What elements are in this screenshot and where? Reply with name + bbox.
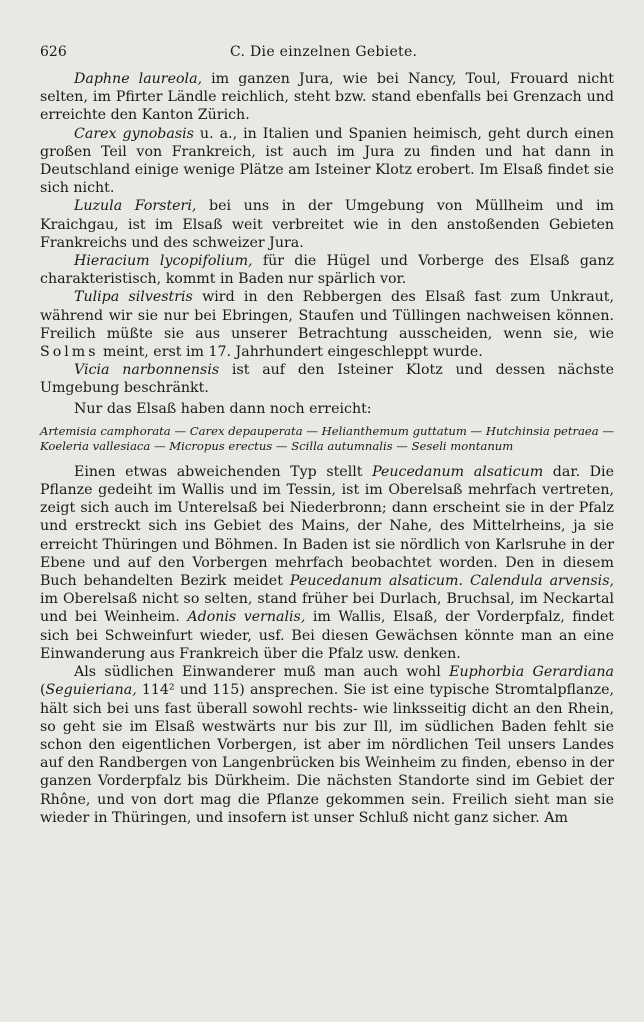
text-run: 114² und 115) ansprechen. Sie ist eine typische Stromtalpflanze, hält sich bei uns fast überall sowohl rechts- wie linksseitig dicht an den Rhein, so geht sie im Elsaß westwärts nur bis zur Ill, im südlichen Baden fehlt sie schon den eigentlichen Vorbergen, ist aber im nördlichen Teil unsers Landes auf den Randbergen von Langenbrücken bis Weinheim zu finden, ebenso in der ganzen Vorderpfalz bis Dürkheim. Die nächsten Standorte sind im Gebiet der Rhône, und von dort mag die Pflanze gekommen sein. Freilich sieht man sie wieder in Thüringen, und insofern ist unser Schluß nicht ganz sicher. Am [40, 682, 614, 826]
text-run: ist auf den Isteiner Klotz und dessen nächste Umgebung beschränkt. [40, 362, 614, 397]
text-run: Solms [40, 344, 99, 361]
species-separator: — [302, 423, 322, 438]
italic-term: Luzula Forsteri, [74, 198, 197, 215]
text-run: meint, erst im 17. Jahrhundert eingeschleppt wurde. [98, 344, 483, 361]
species-separator: — [466, 423, 486, 438]
species-name: Koeleria vallesiaca [40, 439, 151, 454]
species-separator: — [598, 423, 615, 438]
paragraph-p2 [40, 125, 614, 198]
paragraph-p5 [40, 288, 614, 361]
species-name: Artemisia camphorata [40, 423, 171, 438]
running-header [40, 44, 614, 60]
text-run: im Oberelsaß nicht so selten, stand früher bei Durlach, Bruchsal, im Neckartal und bei Weinheim. [40, 591, 614, 626]
species-name: Carex depauperata [189, 423, 303, 438]
paragraphs-after-list [40, 463, 614, 827]
italic-term: Adonis vernalis, [187, 609, 306, 626]
italic-term: Daphne laureola, [74, 71, 203, 87]
text-run: Einen etwas abweichenden Typ stellt [74, 463, 373, 480]
italic-term: Peucedanum alsaticum [372, 463, 544, 480]
italic-term: Hieracium lycopifolium, [74, 253, 253, 270]
species-name: Helianthemum guttatum [321, 423, 467, 438]
text-run: ( [40, 682, 46, 699]
italic-term: Tulipa silvestris [74, 289, 193, 306]
paragraph-p8 [40, 463, 614, 663]
text-run: u. a., in Italien und Spanien heimisch, geht durch einen großen Teil von Frankreich, ist auch im Jura zu finden und hat dann in Deutschland einige wenige Plätze am Isteiner Klotz erobert. Im Elsaß findet sie sich nicht. [40, 125, 614, 197]
text-run: im Wallis, Elsaß, der Vorderpfalz, findet sich bei Schweinfurt wieder, usf. Bei diesen Gewächsen könnte man an eine Einwanderung aus Frankreich über die Pfalz usw. denken. [40, 609, 614, 662]
text-run: Nur das Elsaß haben dann noch erreicht: [74, 400, 372, 417]
text-run: Als südlichen Einwanderer muß man auch wohl [74, 664, 450, 681]
main-text [40, 70, 614, 827]
paragraph-p3 [40, 197, 614, 252]
species-list [40, 424, 614, 455]
species-separator: — [272, 439, 292, 454]
paragraph-p9 [40, 663, 614, 827]
text-run: bei uns in der Umgebung von Müllheim und im Kraichgau, ist im Elsaß weit verbreitet wie in den anstoßenden Gebieten Frankreichs und des schweizer Jura. [40, 198, 614, 251]
paragraphs-before-list [40, 70, 614, 418]
text-run: dar. Die Pflanze gedeiht im Wallis und im Tessin, ist im Oberelsaß mehrfach vertreten, zeigt sich auch im Unterelsaß bei Niederbronn; dann erscheint sie in der Pfalz und erstreckt sich ins Gebiet des Mains, der Nahe, des Mittelrheins, ja sie erreicht Thüringen und Böhmen. In Baden ist sie nördlich von Karlsruhe in der Ebene und auf den Vorbergen mehrfach beobachtet worden. Den in diesem Buch behandelten Bezirk meidet [40, 463, 614, 590]
species-name: Scilla autumnalis [291, 439, 393, 454]
text-run [463, 573, 470, 589]
species-separator: — [392, 439, 412, 454]
italic-term: Vicia narbonnensis [74, 362, 220, 379]
paragraph-p1 [40, 70, 614, 125]
species-separator: — [150, 439, 170, 454]
species-name: Hutchinsia petraea [485, 423, 599, 438]
text-run: für die Hügel und Vorberge des Elsaß ganz charakteristisch, kommt in Baden nur spärlich vor. [40, 253, 614, 288]
text-run: wird in den Rebbergen des Elsaß fast zum Unkraut, während wir sie nur bei Ebringen, Staufen und Tüllingen nachweisen können. Freilich müßte sie aus unserer Betrachtung ausscheiden, wenn sie, wie [40, 289, 615, 342]
species-separator: — [170, 423, 190, 438]
paragraph-p6 [40, 361, 614, 397]
species-name: Micropus erectus [169, 439, 273, 454]
italic-term: Carex gynobasis [74, 125, 194, 142]
italic-term: Peucedanum alsaticum. [289, 573, 463, 590]
text-run: im ganzen Jura, wie bei Nancy, Toul, Frouard nicht selten, im Pfirter Ländle reichlich, steht bzw. stand ebenfalls bei Grenzach und erreichte den Kanton Zürich. [40, 71, 614, 124]
italic-term: Seguieriana, [45, 682, 137, 699]
species-name: Seseli montanum [411, 439, 514, 454]
italic-term: Euphorbia Gerardiana [449, 664, 614, 681]
paragraph-p7 [40, 400, 614, 418]
paragraph-p4 [40, 252, 614, 288]
page-number: 626 [40, 44, 67, 60]
italic-term: Calendula arvensis, [470, 573, 614, 590]
chapter-title: C. Die einzelnen Gebiete. [230, 44, 418, 60]
